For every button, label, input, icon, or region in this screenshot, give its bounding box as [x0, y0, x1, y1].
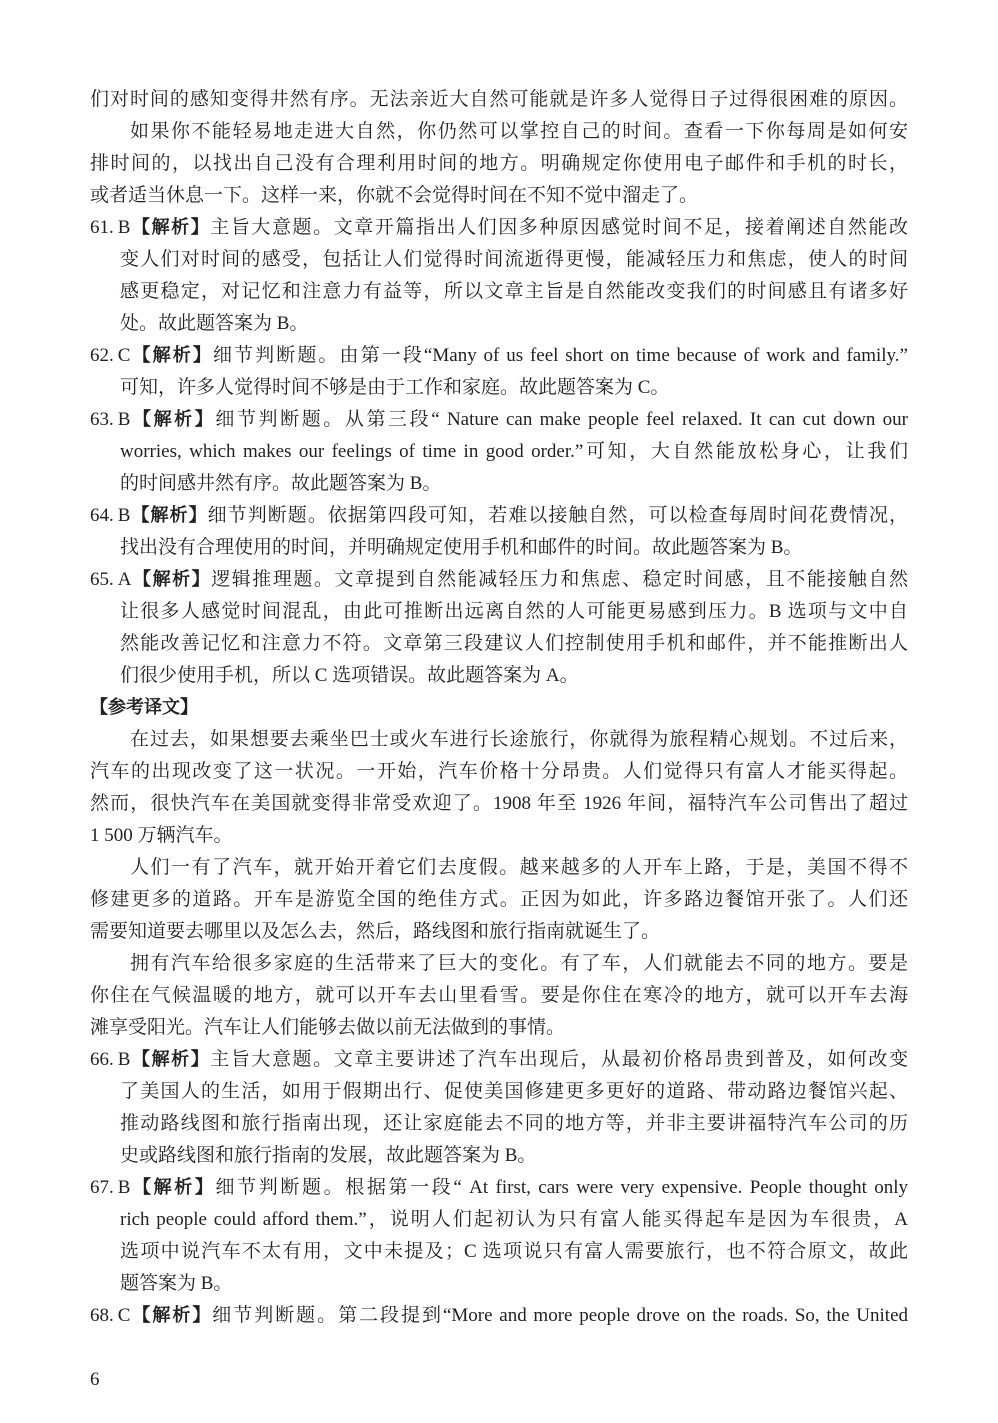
text-line: 如果你不能轻易地走进大自然，你仍然可以掌控自己的时间。查看一下你每周是如何安	[130, 121, 908, 142]
text-line: 可知，许多人觉得时间不够是由于工作和家庭。故此题答案为 C。	[120, 377, 670, 398]
page-number: 6	[90, 1369, 100, 1390]
answer-number: 63.	[90, 409, 114, 430]
answer-first-line	[90, 564, 908, 596]
answer-option: C	[117, 1305, 131, 1326]
text-line: 然而，很快汽车在美国就变得非常受欢迎了。1908 年至 1926 年间，福特汽车公司售出了超过	[90, 793, 908, 814]
text-line: 需要知道要去哪里以及怎么去，然后，路线图和旅行指南就诞生了。	[90, 921, 661, 942]
text-line: 的时间感井然有序。故此题答案为 B。	[120, 473, 442, 494]
text-line: 细节判断题。第二段提到“More and more people drove on the roads. So, the United	[212, 1305, 909, 1326]
text-line: 细节判断题。依据第四段可知，若难以接触自然，可以检查每周时间花费情况，	[207, 505, 908, 526]
answer-first-line	[90, 500, 908, 532]
text-line: 了美国人的生活，如用于假期出行、促使美国修建更多更好的道路、带动路边餐馆兴起、	[120, 1081, 908, 1102]
text-line: 们对时间的感知变得井然有序。无法亲近大自然可能就是许多人觉得日子过得很困难的原因。	[90, 89, 908, 110]
answer-number: 67.	[90, 1177, 114, 1198]
answer-option: C	[117, 345, 131, 366]
answer-first-line	[90, 340, 908, 372]
text-line: 感更稳定，对记忆和注意力有益等，所以文章主旨是自然能改变我们的时间感且有诸多好	[120, 281, 908, 302]
analysis-tag: 【解析】	[130, 1305, 213, 1326]
text-line: 主旨大意题。文章主要讲述了汽车出现后，从最初价格昂贵到普及，如何改变	[210, 1049, 908, 1070]
answer-option: A	[117, 569, 132, 590]
analysis-tag: 【解析】	[130, 1177, 216, 1198]
text-line: 或者适当休息一下。这样一来，你就不会觉得时间在不知不觉中溜走了。	[90, 185, 699, 206]
text-line: 细节判断题。根据第一段“ At first, cars were very expensive. People thought only	[215, 1177, 909, 1198]
text-line: 史或路线图和旅行指南的发展，故此题答案为 B。	[120, 1145, 537, 1166]
paragraph	[90, 852, 908, 948]
answer-first-line	[90, 1172, 908, 1204]
text-line: rich people could afford them.”，说明人们起初认为只有富人能买得起车是因为车很贵，A	[120, 1209, 908, 1230]
analysis-tag: 【解析】	[130, 505, 208, 526]
text-line: 排时间的，以找出自己没有合理利用时间的地方。明确规定你使用电子邮件和手机的时长，	[90, 153, 908, 174]
document-page	[90, 84, 908, 1332]
text-line: 1 500 万辆汽车。	[90, 825, 233, 846]
text-line: 让很多人感觉时间混乱，由此可推断出远离自然的人可能更易感到压力。B 选项与文中自	[120, 601, 908, 622]
answer-option: B	[117, 1177, 131, 1198]
answer-item	[90, 404, 908, 500]
analysis-tag: 【解析】	[130, 409, 216, 430]
text-line: 然能改善记忆和注意力不符。文章第三段建议人们控制使用手机和邮件，并不能推断出人	[120, 633, 908, 654]
text-line: 选项中说汽车不太有用，文中未提及；C 选项说只有富人需要旅行，也不符合原文，故此	[120, 1241, 908, 1262]
analysis-tag: 【解析】	[130, 1049, 211, 1070]
paragraph	[90, 948, 908, 1044]
text-line: 处。故此题答案为 B。	[120, 313, 309, 334]
answer-first-line	[90, 404, 908, 436]
text-line: 逻辑推理题。文章提到自然能减轻压力和焦虑、稳定时间感，且不能接触自然	[211, 569, 908, 590]
answer-number: 62.	[90, 345, 114, 366]
text-line: 题答案为 B。	[120, 1273, 233, 1294]
text-line: 主旨大意题。文章开篇指出人们因多种原因感觉时间不足，接着阐述自然能改	[210, 217, 908, 238]
text-line: 推动路线图和旅行指南出现，还让家庭能去不同的地方等，并非主要讲福特汽车公司的历	[120, 1113, 908, 1134]
text-line: 你住在气候温暖的地方，就可以开车去山里看雪。要是你住在寒冷的地方，就可以开车去海	[90, 985, 908, 1006]
answer-option: B	[117, 409, 131, 430]
text-line: 细节判断题。由第一段“Many of us feel short on time because of work and family.”	[212, 345, 908, 366]
text-line: 细节判断题。从第三段“ Nature can make people feel relaxed. It can cut down our	[215, 409, 908, 430]
text-line: 在过去，如果想要去乘坐巴士或火车进行长途旅行，你就得为旅程精心规划。不过后来，	[130, 729, 908, 750]
answer-item	[90, 1044, 908, 1172]
answer-item	[90, 564, 908, 692]
analysis-tag: 【解析】	[130, 217, 211, 238]
text-line: 人们一有了汽车，就开始开着它们去度假。越来越多的人开车上路，于是，美国不得不	[130, 857, 908, 878]
section-heading: 【参考译文】	[90, 697, 198, 718]
answer-option: B	[117, 505, 131, 526]
analysis-tag: 【解析】	[130, 345, 213, 366]
paragraph	[90, 84, 908, 116]
answer-number: 61.	[90, 217, 114, 238]
answer-number: 64.	[90, 505, 114, 526]
text-line: 拥有汽车给很多家庭的生活带来了巨大的变化。有了车，人们就能去不同的地方。要是	[130, 953, 908, 974]
analysis-tag: 【解析】	[131, 569, 212, 590]
answer-item	[90, 340, 908, 404]
answer-item	[90, 1172, 908, 1300]
text-line: 滩享受阳光。汽车让人们能够去做以前无法做到的事情。	[90, 1017, 566, 1038]
answer-number: 65.	[90, 569, 114, 590]
answer-option: B	[117, 217, 131, 238]
paragraph	[90, 116, 908, 212]
text-line: worries, which makes our feelings of time in good order.”可知，大自然能放松身心，让我们	[120, 441, 908, 462]
text-line: 找出没有合理使用的时间，并明确规定使用手机和邮件的时间。故此题答案为 B。	[120, 537, 803, 558]
text-line: 修建更多的道路。开车是游览全国的绝佳方式。正因为如此，许多路边餐馆开张了。人们还	[90, 889, 908, 910]
answer-first-line	[90, 212, 908, 244]
text-line: 变人们对时间的感受，包括让人们觉得时间流逝得更慢，能减轻压力和焦虑，使人的时间	[120, 249, 908, 270]
answer-item	[90, 500, 908, 564]
answer-option: B	[117, 1049, 131, 1070]
answer-item	[90, 1300, 908, 1332]
text-line: 汽车的出现改变了这一状况。一开始，汽车价格十分昂贵。人们觉得只有富人才能买得起。	[90, 761, 908, 782]
answer-item	[90, 212, 908, 340]
text-line: 们很少使用手机，所以 C 选项错误。故此题答案为 A。	[120, 665, 579, 686]
answer-first-line	[90, 1300, 908, 1332]
paragraph	[90, 724, 908, 852]
answer-number: 68.	[90, 1305, 114, 1326]
answer-first-line	[90, 1044, 908, 1076]
answer-number: 66.	[90, 1049, 114, 1070]
